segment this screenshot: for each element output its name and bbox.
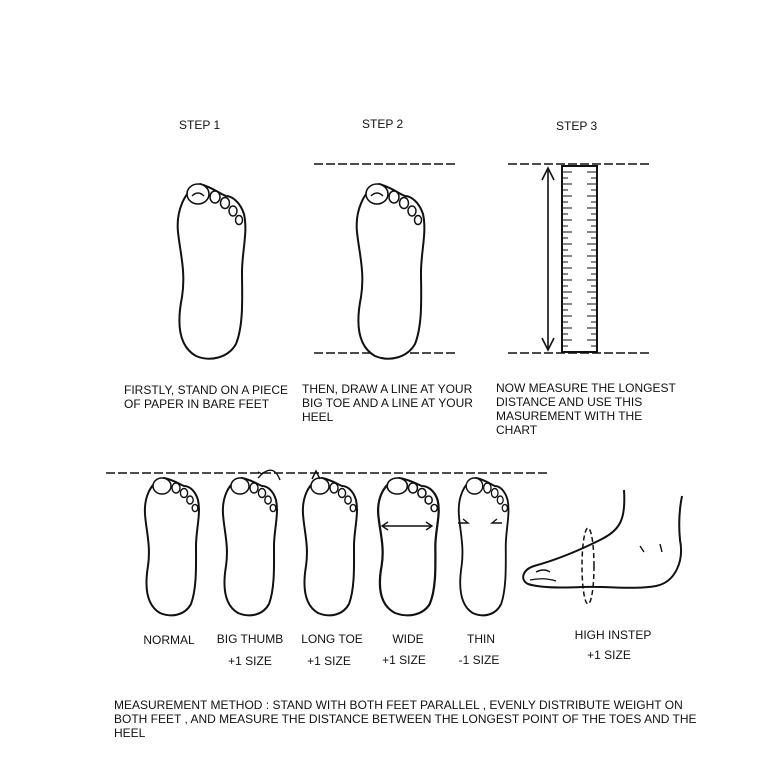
- step2-title: STEP 2: [362, 117, 404, 131]
- normal-foot-icon: [145, 478, 199, 615]
- long-toe-foot-icon: [303, 471, 357, 615]
- foot-type-adjust-big-thumb: +1 SIZE: [228, 654, 272, 668]
- foot-type-label-big-thumb: BIG THUMB: [216, 632, 284, 646]
- foot-type-adjust-long-toe: +1 SIZE: [307, 654, 351, 668]
- step1-caption: FIRSTLY, STAND ON A PIECE OF PAPER IN BARE FEET: [124, 383, 289, 411]
- foot-type-adjust-high-instep: +1 SIZE: [587, 648, 631, 662]
- wide-foot-icon: [378, 478, 439, 615]
- step1-title: STEP 1: [179, 118, 221, 132]
- foot-type-adjust-wide: +1 SIZE: [382, 653, 426, 667]
- measurement-method-note: MEASUREMENT METHOD : STAND WITH BOTH FEET PARALLEL , EVENLY DISTRIBUTE WEIGHT ON BOTH FEET , AND MEASURE THE DISTANCE BETWEEN THE LONGEST POINT OF THE TOES AND THE HEEL: [114, 698, 697, 740]
- step3-title: STEP 3: [556, 119, 598, 133]
- high-instep-foot-icon: [523, 490, 682, 604]
- thin-foot-icon: [458, 478, 508, 615]
- ruler-measure-icon: [508, 164, 650, 353]
- step1-foot-icon: [178, 184, 246, 359]
- foot-type-label-wide: WIDE: [392, 632, 424, 646]
- foot-type-adjust-thin: -1 SIZE: [458, 653, 500, 667]
- foot-type-label-long-toe: LONG TOE: [301, 632, 363, 646]
- foot-type-label-high-instep: HIGH INSTEP: [574, 628, 652, 642]
- step3-caption: NOW MEASURE THE LONGEST DISTANCE AND USE THIS MASUREMENT WITH THE CHART: [496, 381, 676, 437]
- foot-type-label-normal: NORMAL: [143, 633, 195, 647]
- step2-caption: THEN, DRAW A LINE AT YOUR BIG TOE AND A LINE AT YOUR HEEL: [302, 382, 473, 424]
- foot-type-label-thin: THIN: [467, 632, 495, 646]
- step2-foot-icon: [314, 164, 456, 359]
- big-thumb-foot-icon: [223, 470, 280, 615]
